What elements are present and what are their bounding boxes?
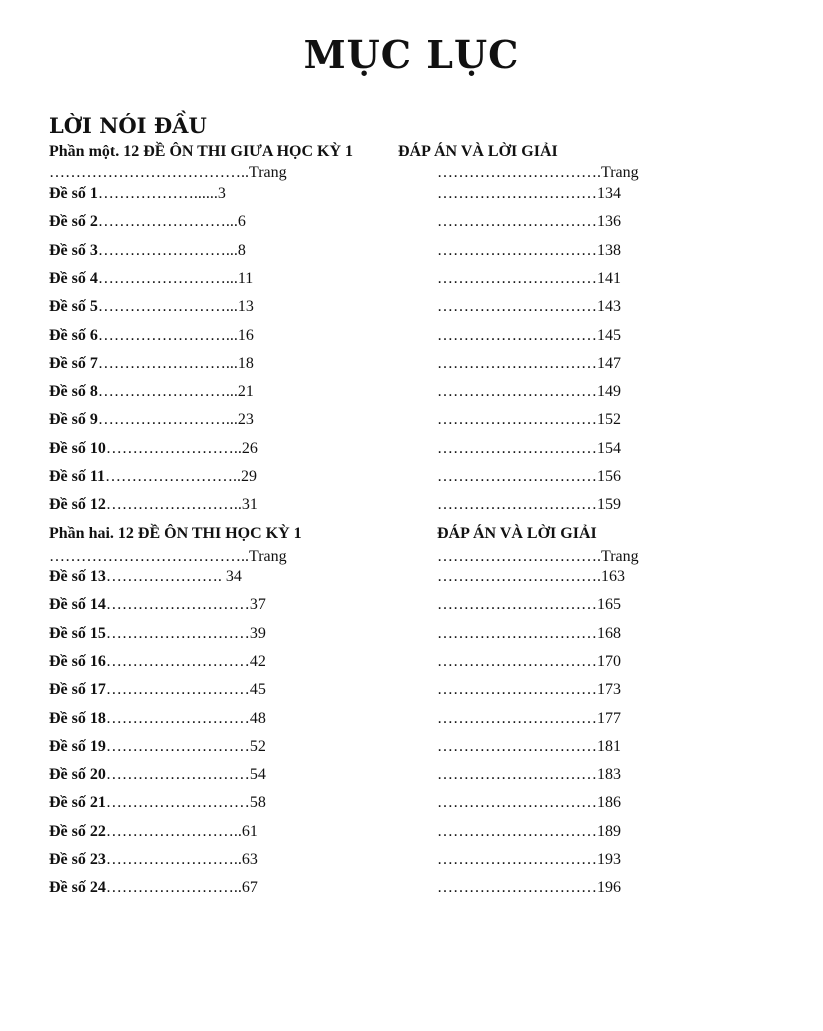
answer-entry-dots: ………………………… (437, 709, 597, 727)
toc-entry-dots: …………………. (105, 568, 226, 585)
toc-entry-page: 67 (241, 879, 258, 897)
answer-entry-page: 152 (597, 411, 621, 429)
toc-entry-dots: …………………….. (105, 851, 242, 868)
toc-entry (49, 411, 254, 429)
toc-entry-page: 61 (241, 822, 258, 840)
toc-entry-page: 21 (237, 383, 254, 401)
answer-entry-dots: ………………………… (437, 411, 597, 429)
toc-entry-label: Đề số 17 (49, 681, 106, 699)
toc-entry (49, 738, 266, 756)
answer-entry-dots: ………………………… (437, 213, 597, 231)
toc-entry-dots: ……………………... (97, 241, 238, 259)
answer-entry-page: 168 (597, 624, 621, 642)
toc-entry (49, 185, 226, 203)
toc-entry-dots: …………………….. (105, 468, 241, 485)
answer-entry-page: 170 (597, 652, 621, 670)
answer-entry-dots: ………………………… (437, 241, 597, 259)
toc-entry (49, 327, 254, 345)
toc-entry-page: 37 (249, 596, 266, 614)
answer-entry-dots: ………………………… (437, 879, 597, 897)
toc-entry (49, 596, 266, 614)
page-title: MỤC LỤC (303, 32, 520, 77)
part2-right-trang: ………………………….Trang (437, 548, 639, 565)
toc-entry-page: 31 (241, 496, 258, 514)
answer-entry-page: 145 (597, 326, 621, 344)
toc-entry (49, 468, 257, 486)
toc-entry (49, 879, 258, 897)
toc-entry-label: Đề số 9 (49, 411, 98, 429)
toc-entry-dots: ……………………… (105, 737, 250, 755)
part2-heading: Phần hai. 12 ĐỀ ÔN THI HỌC KỲ 1 (49, 525, 302, 542)
toc-entry-dots: ……………………... (97, 354, 238, 372)
answer-entry (437, 851, 621, 869)
answer-entry (437, 625, 621, 643)
answer-entry-page: 165 (597, 596, 621, 614)
answer-entry-dots: ………………………… (437, 185, 597, 202)
answer-entry (437, 298, 621, 316)
answer-entry-dots: ………………………… (437, 383, 597, 401)
answer-entry-page: 159 (597, 496, 621, 514)
toc-entry-page: 34 (225, 568, 242, 585)
toc-entry (49, 568, 242, 586)
answer-entry (437, 383, 621, 401)
toc-entry-page: 42 (249, 652, 266, 670)
toc-entry-dots: ……………………... (97, 326, 238, 344)
answer-entry-page: 149 (597, 383, 621, 401)
answer-entry-page: 147 (597, 354, 621, 372)
toc-entry (49, 383, 254, 401)
answer-entry-dots: ………………………… (437, 766, 597, 784)
answer-entry-page: 141 (597, 269, 621, 287)
answer-entry-page: 136 (597, 213, 621, 231)
toc-entry-dots: …………………….. (105, 496, 242, 514)
toc-entry (49, 270, 253, 288)
answer-entry (437, 355, 621, 373)
toc-entry-page: 48 (249, 709, 266, 727)
toc-entry-label: Đề số 6 (49, 326, 98, 344)
answer-entry-page: 156 (597, 468, 621, 485)
part1-right-trang: ………………………….Trang (437, 164, 639, 181)
toc-entry-dots: ……………………… (105, 624, 250, 642)
toc-entry (49, 625, 266, 643)
toc-entry-page: 3 (217, 185, 226, 202)
toc-entry (49, 681, 266, 699)
answer-entry (437, 213, 621, 231)
answer-entry (437, 468, 621, 486)
answer-entry-page: 173 (597, 681, 621, 699)
answer-entry (437, 270, 621, 288)
answer-entry (437, 411, 621, 429)
toc-entry-page: 45 (249, 681, 266, 699)
answer-entry (437, 440, 621, 458)
toc-entry-page: 58 (249, 794, 266, 812)
part1-left-trang: ………………………………..Trang (49, 164, 287, 181)
toc-entry-dots: ……………………... (97, 411, 238, 429)
toc-entry-label: Đề số 11 (49, 468, 105, 485)
toc-entry-page: 39 (249, 624, 266, 642)
answer-entry-page: 181 (597, 737, 621, 755)
answer-entry-dots: ………………………… (437, 298, 597, 316)
part2-answers-heading: ĐÁP ÁN VÀ LỜI GIẢI (437, 525, 597, 542)
answer-entry-page: 154 (597, 439, 621, 457)
answer-entry-dots: ………………………… (437, 468, 597, 485)
part1-answers-heading: ĐÁP ÁN VÀ LỜI GIẢI (398, 143, 558, 160)
toc-entry-label: Đề số 19 (49, 737, 106, 755)
toc-entry (49, 242, 246, 260)
answer-entry-page: 189 (597, 822, 621, 840)
answer-entry-page: 183 (597, 766, 621, 784)
toc-entry-dots: ……………………… (105, 794, 250, 812)
answer-entry-page: 163 (601, 568, 625, 585)
toc-entry (49, 823, 258, 841)
answer-entry (437, 710, 621, 728)
toc-entry-label: Đề số 2 (49, 213, 98, 231)
toc-entry-label: Đề số 18 (49, 709, 106, 727)
answer-entry (437, 766, 621, 784)
toc-entry-page: 6 (237, 213, 246, 231)
toc-entry (49, 766, 266, 784)
toc-entry-dots: ……………………… (105, 652, 250, 670)
answer-entry (437, 794, 621, 812)
answer-entry-dots: ………………………… (437, 652, 597, 670)
toc-entry-label: Đề số 23 (49, 851, 106, 868)
answer-entry-dots: ………………………… (437, 822, 597, 840)
part1-heading: Phần một. 12 ĐỀ ÔN THI GIƯA HỌC KỲ 1 (49, 143, 354, 160)
toc-entry-dots: ……………………... (97, 269, 238, 287)
answer-entry (437, 738, 621, 756)
toc-entry-label: Đề số 10 (49, 439, 106, 457)
toc-entry-page: 29 (241, 468, 257, 485)
toc-entry (49, 710, 266, 728)
toc-entry-dots: ……………………… (105, 709, 250, 727)
toc-entry-label: Đề số 1 (49, 185, 98, 202)
toc-entry-dots: ……………………... (97, 298, 238, 316)
toc-entry-label: Đề số 12 (49, 496, 106, 514)
toc-entry (49, 440, 258, 458)
answer-entry-page: 143 (597, 298, 621, 316)
answer-entry-dots: ………………………… (437, 269, 597, 287)
toc-entry (49, 496, 258, 514)
answer-entry-page: 177 (597, 709, 621, 727)
toc-entry (49, 298, 254, 316)
toc-entry-label: Đề số 22 (49, 822, 106, 840)
answer-entry-dots: ………………………… (437, 851, 597, 868)
answer-entry-page: 138 (597, 241, 621, 259)
answer-entry-dots: ………………………… (437, 681, 597, 699)
answer-entry (437, 596, 621, 614)
toc-entry-dots: …………………….. (105, 822, 242, 840)
toc-entry-page: 18 (237, 354, 254, 372)
toc-entry (49, 653, 266, 671)
answer-entry-dots: ………………………… (437, 737, 597, 755)
toc-entry-dots: …………………….. (105, 879, 242, 897)
answer-entry-dots: ………………………… (437, 326, 597, 344)
toc-entry-dots: …………………….. (105, 439, 242, 457)
toc-entry-page: 11 (237, 269, 254, 287)
answer-entry (437, 242, 621, 260)
toc-entry-dots: ……………………... (97, 383, 238, 401)
toc-entry-page: 8 (237, 241, 246, 259)
toc-entry-label: Đề số 5 (49, 298, 98, 316)
answer-entry-dots: ………………………… (437, 624, 597, 642)
toc-entry-label: Đề số 24 (49, 879, 106, 897)
answer-entry-dots: ………………………… (437, 354, 597, 372)
toc-entry-label: Đề số 15 (49, 624, 106, 642)
answer-entry (437, 879, 621, 897)
answer-entry (437, 327, 621, 345)
toc-entry (49, 794, 266, 812)
answer-entry-page: 196 (597, 879, 621, 897)
toc-entry-label: Đề số 8 (49, 383, 98, 401)
answer-entry-page: 134 (597, 185, 621, 202)
answer-entry (437, 185, 621, 203)
toc-entry-page: 23 (237, 411, 254, 429)
answer-entry-dots: ………………………… (437, 439, 597, 457)
toc-entry (49, 355, 254, 373)
toc-entry-label: Đề số 20 (49, 766, 106, 784)
toc-entry-page: 54 (249, 766, 266, 784)
toc-entry (49, 851, 258, 869)
answer-entry (437, 681, 621, 699)
toc-entry-page: 16 (237, 326, 254, 344)
answer-entry-dots: ………………………… (437, 794, 597, 812)
toc-entry-dots: ………………...... (97, 185, 218, 202)
answer-entry-dots: ………………………… (437, 596, 597, 614)
part2-left-trang: ………………………………..Trang (49, 548, 287, 565)
toc-entry-page: 63 (241, 851, 258, 868)
answer-entry (437, 653, 621, 671)
answer-entry-dots: …………………………. (437, 568, 601, 585)
answer-entry-page: 186 (597, 794, 621, 812)
toc-entry-page: 52 (249, 737, 266, 755)
answer-entry (437, 823, 621, 841)
answer-entry-dots: ………………………… (437, 496, 597, 514)
toc-entry-label: Đề số 16 (49, 652, 106, 670)
toc-entry-label: Đề số 7 (49, 354, 98, 372)
toc-entry-dots: ……………………... (97, 213, 238, 231)
answer-entry (437, 496, 621, 514)
toc-entry-label: Đề số 4 (49, 269, 98, 287)
toc-entry (49, 213, 246, 231)
toc-entry-dots: ……………………… (105, 766, 250, 784)
intro-heading: LỜI NÓI ĐẦU (49, 113, 207, 138)
toc-entry-page: 26 (241, 439, 258, 457)
toc-entry-label: Đề số 21 (49, 794, 106, 812)
answer-entry-page: 193 (597, 851, 621, 868)
toc-entry-dots: ……………………… (105, 596, 250, 614)
toc-entry-label: Đề số 13 (49, 568, 106, 585)
toc-entry-dots: ……………………… (105, 681, 250, 699)
toc-entry-label: Đề số 14 (49, 596, 106, 614)
answer-entry (437, 568, 625, 586)
toc-entry-label: Đề số 3 (49, 241, 98, 259)
toc-entry-page: 13 (237, 298, 254, 316)
